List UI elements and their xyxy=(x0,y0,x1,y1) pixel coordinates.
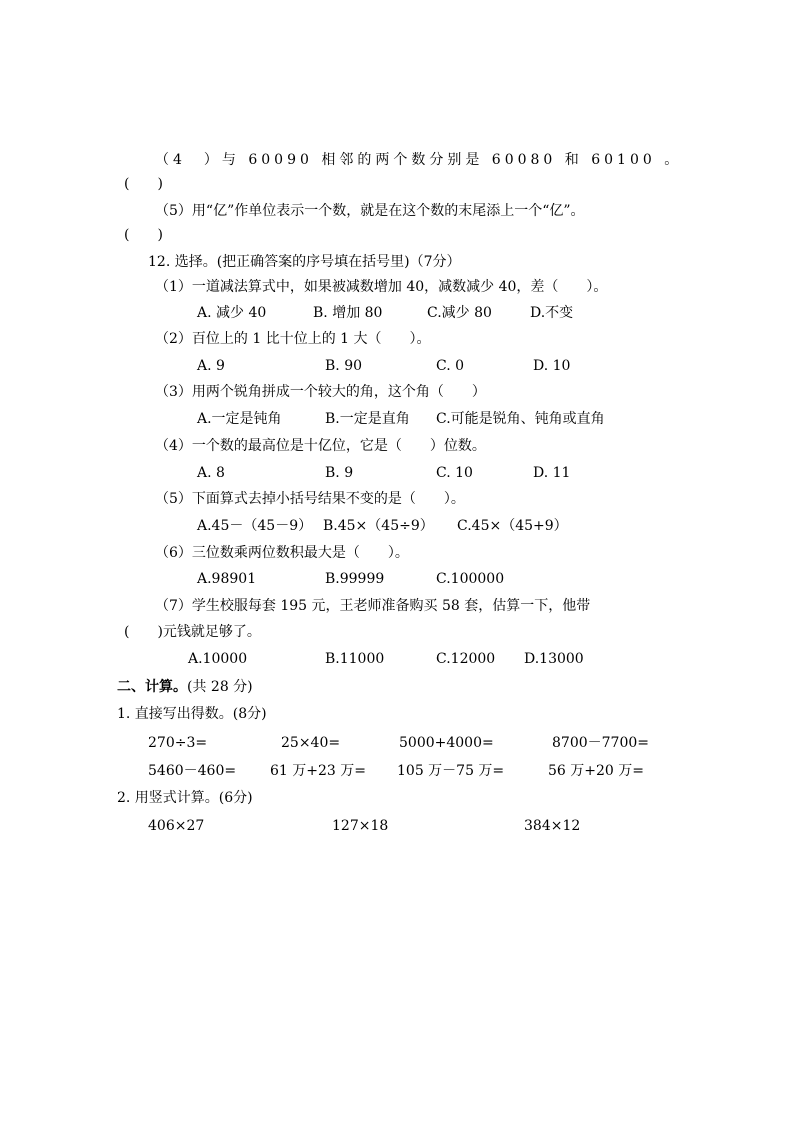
choice-q1-option-c: C.减少 80 xyxy=(427,305,492,321)
choice-q5-text: （5）下面算式去掉小括号结果不变的是（ ）。 xyxy=(155,491,465,507)
choice-q6-option-b: B.99999 xyxy=(325,571,385,587)
choice-q2-option-c: C. 0 xyxy=(436,358,465,374)
choice-q2-text: （2）百位上的 1 比十位上的 1 大（ ）。 xyxy=(155,331,431,347)
choice-q4-option-a: A. 8 xyxy=(197,465,225,481)
choice-q7-option-a: A.10000 xyxy=(188,651,248,667)
choice-q3-option-a: A.一定是钝角 xyxy=(197,411,282,427)
choice-q3-option-c: C.可能是锐角、钝角或直角 xyxy=(436,411,605,427)
direct-calc-item: 105 万－75 万= xyxy=(397,763,505,779)
choice-q6-option-c: C.100000 xyxy=(436,571,505,587)
direct-calc-item: 61 万+23 万= xyxy=(270,763,366,779)
choice-q7-option-d: D.13000 xyxy=(524,651,584,667)
calc-heading-points: (共 28 分) xyxy=(187,679,253,695)
choice-q7-option-b: B.11000 xyxy=(325,651,385,667)
direct-calc-item: 5460－460= xyxy=(148,763,237,779)
choice-q6-text: （6）三位数乘两位数积最大是（ ）。 xyxy=(155,545,409,561)
choice-q5-option-b: B.45×（45÷9） xyxy=(323,518,434,534)
choice-q3-option-b: B.一定是直角 xyxy=(325,411,410,427)
choice-q4-option-b: B. 9 xyxy=(325,465,354,481)
direct-calc-item: 56 万+20 万= xyxy=(548,763,644,779)
choice-q2-option-a: A. 9 xyxy=(197,358,225,374)
choice-q1-option-b: B. 增加 80 xyxy=(313,305,383,321)
choice-q1-option-d: D.不变 xyxy=(530,305,574,321)
choice-q5-option-c: C.45×（45+9） xyxy=(457,518,568,534)
calc-heading-text: 二、计算。 xyxy=(117,679,187,695)
choice-q1-text: （1）一道减法算式中，如果被减数增加 40，减数减少 40，差（ ）。 xyxy=(155,279,608,295)
choice-q5-option-a: A.45－（45－9） xyxy=(197,518,313,534)
direct-calc-item: 270÷3= xyxy=(148,735,208,751)
calc-section-heading xyxy=(117,677,253,697)
direct-calc-title: 1. 直接写出得数。(8分) xyxy=(117,706,267,722)
vertical-calc-title: 2. 用竖式计算。(6分) xyxy=(117,790,253,806)
vertical-calc-item: 384×12 xyxy=(524,818,581,834)
choice-q4-text: （4）一个数的最高位是十亿位，它是（ ）位数。 xyxy=(155,438,486,454)
vertical-calc-item: 127×18 xyxy=(332,818,389,834)
vertical-calc-item: 406×27 xyxy=(148,818,205,834)
choice-q7-option-c: C.12000 xyxy=(436,651,496,667)
judge-q5-answer-paren[interactable]: ( ) xyxy=(124,227,163,243)
choice-q6-option-a: A.98901 xyxy=(197,571,257,587)
judge-q4-answer-paren[interactable]: ( ) xyxy=(124,176,163,192)
choice-q4-option-c: C. 10 xyxy=(436,465,473,481)
choice-section-title: 12. 选择。(把正确答案的序号填在括号里)（7分） xyxy=(148,254,461,270)
choice-q1-option-a: A. 减少 40 xyxy=(197,305,267,321)
choice-q3-text: （3）用两个锐角拼成一个较大的角，这个角（ ） xyxy=(155,384,486,400)
direct-calc-item: 5000+4000= xyxy=(399,735,494,751)
choice-q2-option-b: B. 90 xyxy=(325,358,363,374)
choice-q7-text: （7）学生校服每套 195 元，王老师准备购买 58 套，估算一下，他带 xyxy=(155,598,591,614)
direct-calc-item: 25×40= xyxy=(281,735,341,751)
choice-q4-option-d: D. 11 xyxy=(533,465,571,481)
judge-q4-line: （4 ）与 60090 相邻的两个数分别是 60080 和 60100 。 xyxy=(155,152,683,168)
direct-calc-item: 8700－7700= xyxy=(552,735,649,751)
choice-q7-text-cont: ( )元钱就足够了。 xyxy=(124,624,261,640)
choice-q2-option-d: D. 10 xyxy=(533,358,571,374)
judge-q5-line: （5）用“亿”作单位表示一个数，就是在这个数的末尾添上一个“亿”。 xyxy=(155,203,585,219)
